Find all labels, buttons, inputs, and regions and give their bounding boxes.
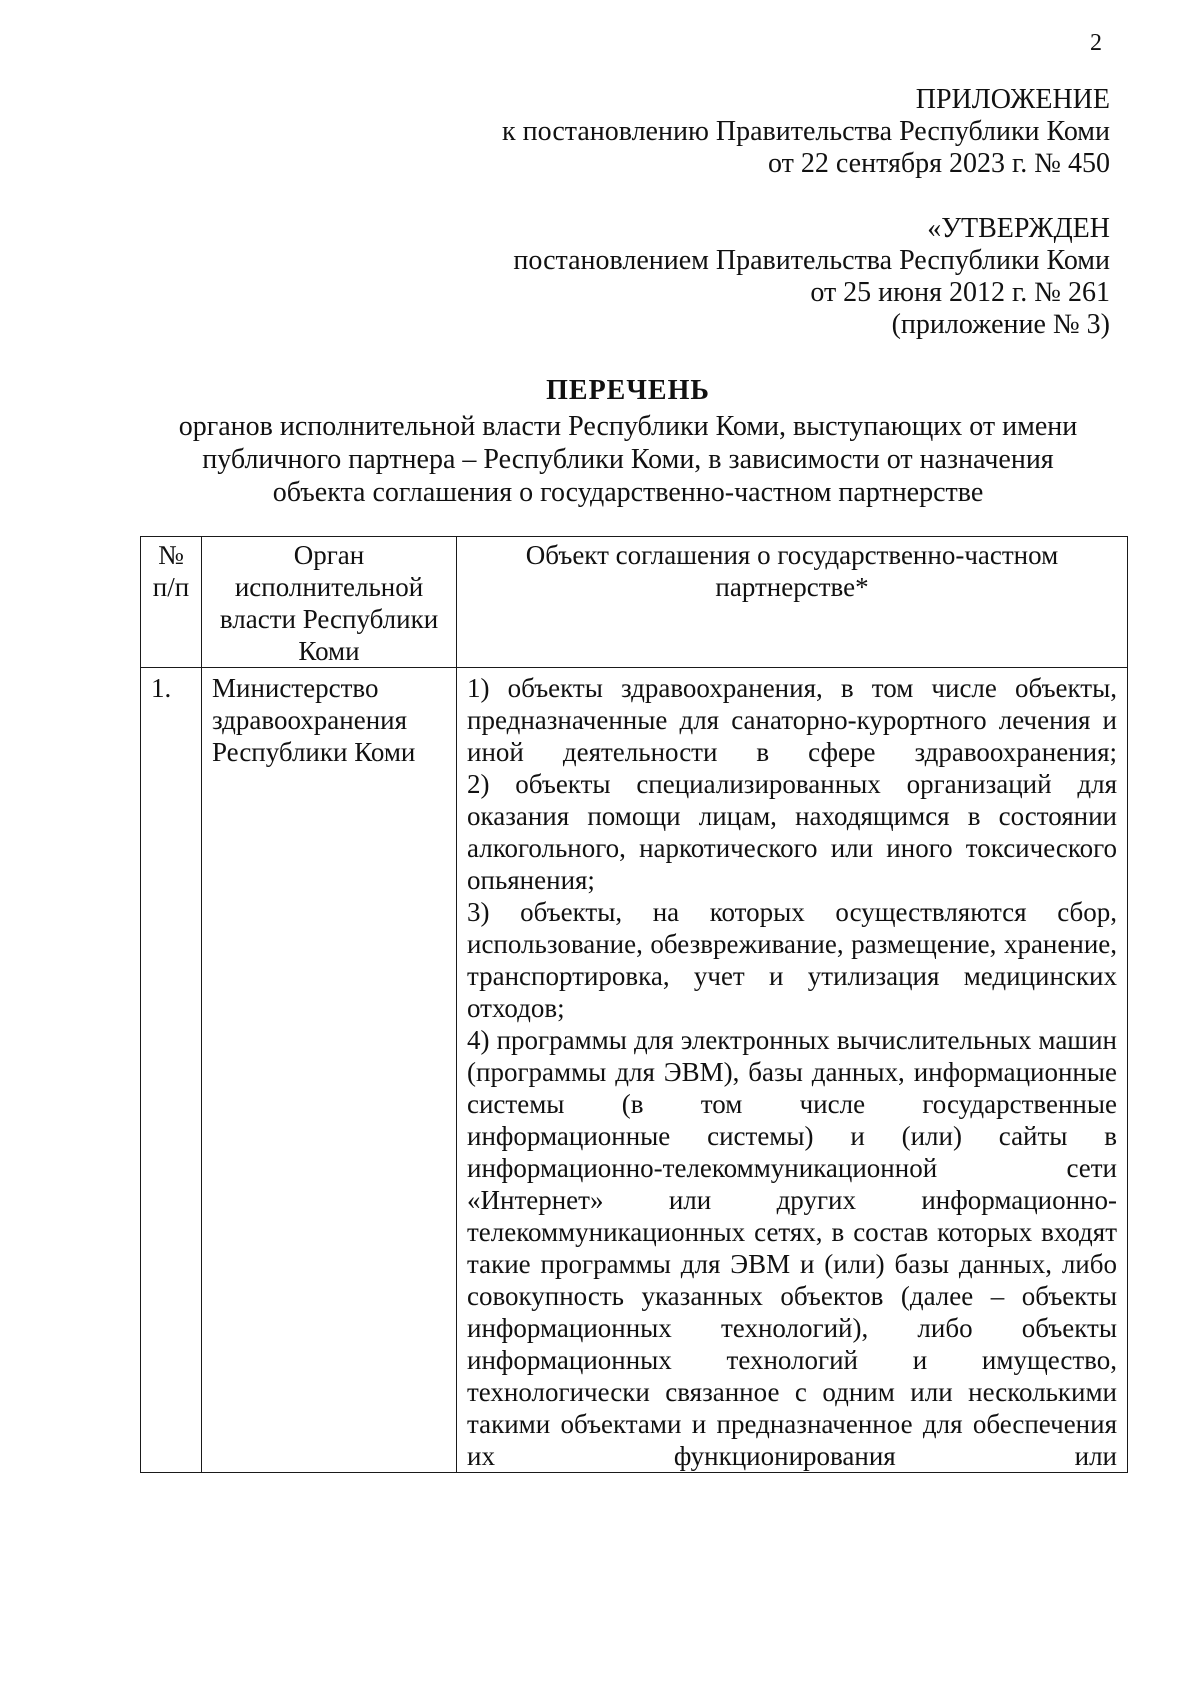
row-num: 1.: [141, 668, 202, 1473]
organ-line: Республики Коми: [212, 737, 416, 767]
header-object-line: партнерстве*: [715, 572, 869, 602]
subtitle-line-2: публичного партнера – Республики Коми, в зависимости от назначения: [202, 444, 1054, 475]
header-organ-line: Орган: [293, 540, 365, 570]
header-object-line: Объект соглашения о государственно-частном: [525, 540, 1059, 570]
object-item: 1) объекты здравоохранения, в том числе объекты, предназначенные для санаторно-курортного лечения и иной деятельности в сфере здравоохранения;: [467, 673, 1117, 767]
object-item: 3) объекты, на которых осуществляются сбор, использование, обезвреживание, размещение, хранение, транспортировка, учет и утилизация медицинских отходов;: [467, 897, 1117, 1023]
header-organ-line: Коми: [298, 636, 360, 666]
approved-line-2: от 25 июня 2012 г. № 261: [810, 277, 1110, 308]
page-number: 2: [1090, 30, 1102, 56]
approved-heading: «УТВЕРЖДЕН: [927, 213, 1110, 244]
header-num: [141, 537, 202, 668]
appendix-heading: ПРИЛОЖЕНИЕ: [915, 84, 1110, 115]
agencies-table: [140, 536, 1128, 1473]
header-object: [457, 537, 1128, 668]
appendix-line-2: от 22 сентября 2023 г. № 450: [768, 148, 1110, 179]
document-title: ПЕРЕЧЕНЬ: [546, 375, 710, 406]
header-num-line: №: [158, 540, 184, 570]
subtitle-line-1: органов исполнительной власти Республики Коми, выступающих от имени: [178, 411, 1078, 442]
organ-line: Министерство: [212, 673, 379, 703]
object-item: 4) программы для электронных вычислительных машин (программы для ЭВМ), базы данных, информационные системы (в том числе государственные информационные системы) и (или) сайты в информационно-телекоммуникационной сети «Интернет» или других информационно-телекоммуникационных сетях, в состав которых входят такие программы для ЭВМ и (или) базы данных, либо совокупность указанных объектов (далее – объекты информационных технологий), либо объекты информационных технологий и имущество, технологически связанное с одним или несколькими такими объектами и предназначенное для обеспечения их функционирования или: [467, 1025, 1117, 1471]
table-header-row: [141, 537, 1128, 668]
subtitle-line-3: объекта соглашения о государственно-частном партнерстве: [272, 477, 984, 508]
approved-line-1: постановлением Правительства Республики Коми: [513, 245, 1110, 276]
appendix-block: [502, 84, 1110, 180]
header-organ-line: исполнительной: [234, 572, 424, 602]
table-row: [141, 668, 1128, 1473]
header-organ: [202, 537, 457, 668]
approved-line-3: (приложение № 3): [891, 309, 1110, 340]
document-subtitle: [130, 410, 1126, 509]
object-item: 2) объекты специализированных организаций для оказания помощи лицам, находящимся в состоянии алкогольного, наркотического или иного токсического опьянения;: [467, 769, 1117, 895]
approved-block: [513, 213, 1110, 341]
header-num-line: п/п: [152, 572, 190, 602]
title-block: [130, 374, 1126, 509]
appendix-line-1: к постановлению Правительства Республики Коми: [502, 116, 1110, 147]
row-organ: [202, 668, 457, 1473]
header-organ-line: власти Республики: [219, 604, 439, 634]
row-objects: [457, 668, 1128, 1473]
organ-line: здравоохранения: [212, 705, 408, 735]
